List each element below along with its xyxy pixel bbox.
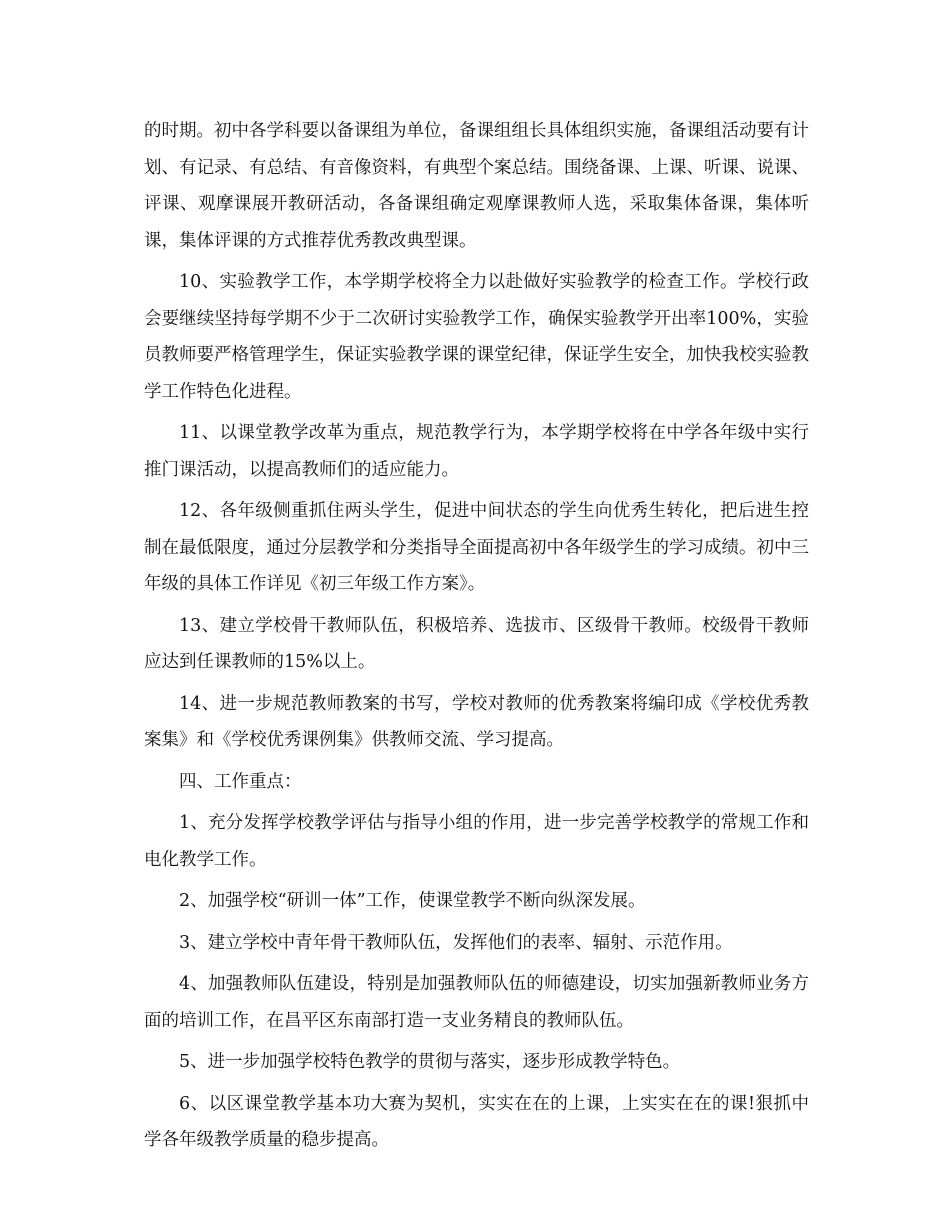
paragraph-continuation: 的时期。初中各学科要以备课组为单位，备课组组长具体组织实施，备课组活动要有计划、有记录、有总结、有音像资料，有典型个案总结。围绕备课、上课、听课、说课、评课、观摩课展开教研活动，各备课组确定观摩课教师人选，采取集体备课，集体听课，集体评课的方式推荐优秀教改典型课。 (144, 121, 809, 251)
document-body (144, 113, 809, 1164)
focus-item-3: 3、建立学校中青年骨干教师队伍，发挥他们的表率、辐射、示范作用。 (179, 932, 733, 953)
focus-item-1: 1、充分发挥学校教学评估与指导小组的作用，进一步完善学校教学的常规工作和电化教学工作。 (144, 813, 809, 870)
paragraph-item-10: 10、实验教学工作，本学期学校将全力以赴做好实验教学的检查工作。学校行政会要继续坚持每学期不少于二次研讨实验教学工作，确保实验教学开出率100%，实验员教师要严格管理学生，保证实验教学课的课堂纪律，保证学生安全，加快我校实验教学工作特色化进程。 (144, 272, 809, 402)
focus-item-4: 4、加强教师队伍建设，特别是加强教师队伍的师德建设，切实加强新教师业务方面的培训工作，在昌平区东南部打造一支业务精良的教师队伍。 (144, 974, 809, 1031)
paragraph-item-11: 11、以课堂教学改革为重点，规范教学行为，本学期学校将在中学各年级中实行推门课活动，以提高教师们的适应能力。 (144, 423, 809, 480)
section-heading-work-focus: 四、工作重点： (179, 771, 302, 792)
focus-item-2: 2、加强学校“研训一体”工作，使课堂教学不断向纵深发展。 (179, 891, 646, 911)
focus-item-6: 6、以区课堂教学基本功大赛为契机，实实在在的上课，上实实在在的课!狠抓中学各年级教学质量的稳步提高。 (144, 1093, 809, 1150)
paragraph-item-14: 14、进一步规范教师教案的书写，学校对教师的优秀教案将编印成《学校优秀教案集》和《学校优秀课例集》供教师交流、学习提高。 (144, 693, 809, 750)
paragraph-item-13: 13、建立学校骨干教师队伍，积极培养、选拔市、区级骨干教师。校级骨干教师应达到任课教师的15%以上。 (144, 615, 809, 672)
focus-item-5: 5、进一步加强学校特色教学的贯彻与落实，逐步形成教学特色。 (179, 1052, 681, 1072)
paragraph-item-12: 12、各年级侧重抓住两头学生，促进中间状态的学生向优秀生转化，把后进生控制在最低限度，通过分层教学和分类指导全面提高初中各年级学生的学习成绩。初中三年级的具体工作详见《初三年级工作方案》。 (144, 501, 809, 594)
